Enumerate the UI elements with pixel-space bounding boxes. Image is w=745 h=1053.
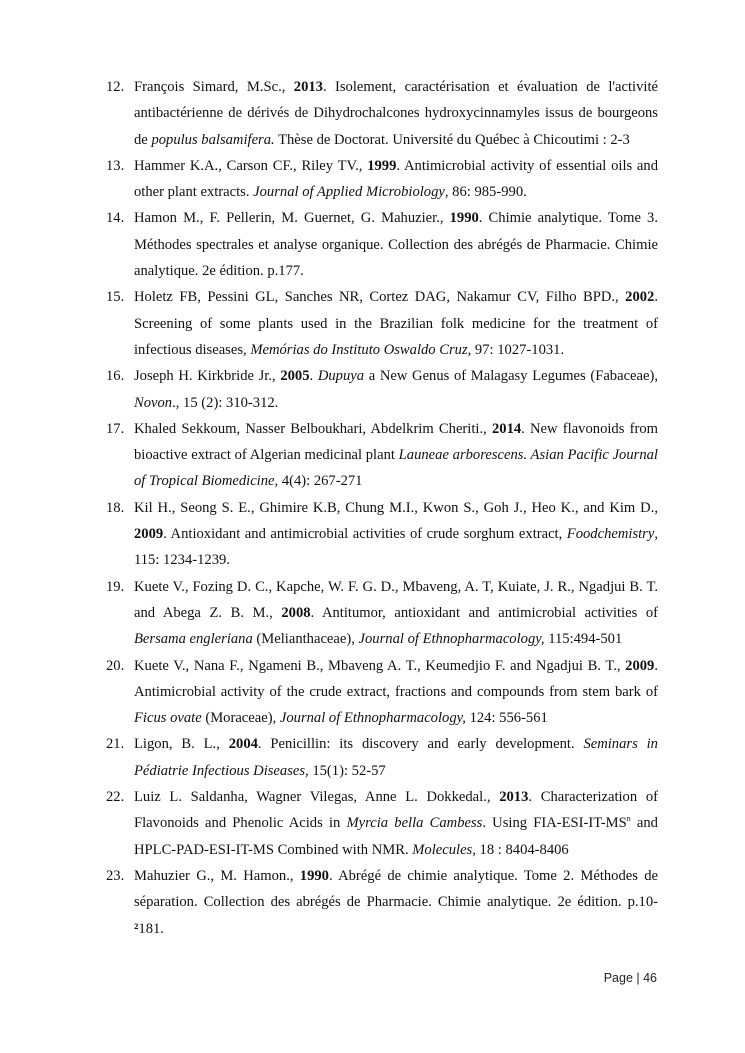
reference-text (134, 158, 658, 200)
reference-text-run: , 86: 985-990. (444, 184, 527, 201)
reference-year: ² (134, 920, 139, 937)
reference-text (134, 289, 658, 358)
reference-text-run: . New flavonoids from bioactive extract of Algerian medicinal plant (134, 420, 658, 464)
reference-year: 1990 (449, 210, 479, 227)
reference-item (106, 653, 658, 732)
reference-year: 2009 (134, 526, 164, 543)
reference-year: 2004 (228, 736, 258, 753)
reference-year: 2013 (293, 79, 323, 95)
reference-number: 18. (106, 499, 125, 516)
reference-text (134, 79, 658, 148)
reference-italic-text: Foodchemistry (566, 526, 655, 543)
reference-item (106, 153, 658, 206)
reference-text-run: . Chimie analytique. Tome 3. Méthodes spectrales et analyse organique. Collection des abrégés de Pharmacie. Chimie analytique. 2e édition. p.177. (134, 210, 658, 280)
reference-text-run: . Isolement, caractérisation et évaluation de l'activité antibactérienne de dérivés de Dihydrochalcones hydroxycinnamyles issus de bourgeons de (134, 79, 658, 148)
reference-text-run: . Characterization of Flavonoids and Phenolic Acids in (134, 789, 659, 832)
reference-italic-text: Journal of Ethnopharmacology, (279, 710, 466, 727)
reference-italic-text: populus balsamifera. (151, 131, 275, 148)
reference-year: 2009 (625, 657, 655, 674)
reference-text-run: . Screening of some plants used in the Brazilian folk medicine for the treatment of infectious diseases, (134, 289, 658, 358)
reference-text-run: , 115: 1234-1239. (134, 526, 658, 569)
reference-text-run: 181. (138, 920, 164, 937)
reference-number: 16. (106, 368, 125, 385)
reference-text-run: ., 15 (2): 310-312. (172, 394, 279, 411)
reference-year: 2005 (280, 368, 310, 385)
reference-text (134, 868, 658, 937)
reference-year: 1990 (299, 867, 329, 884)
reference-italic-text: Ficus ovate (134, 710, 202, 727)
reference-number: 21. (106, 736, 125, 753)
superscript-text: n (626, 814, 631, 824)
reference-year: 1999 (367, 157, 397, 174)
reference-number: 22. (106, 789, 125, 806)
reference-text (134, 658, 658, 727)
reference-year: 2014 (491, 420, 522, 437)
reference-italic-text: Launeae arborescens. Asian Pacific Journal of Tropical Biomedicine (134, 447, 658, 490)
reference-number: 12. (106, 79, 125, 95)
reference-year: 2008 (281, 604, 311, 621)
reference-number: 17. (106, 420, 125, 437)
reference-text (134, 368, 658, 410)
reference-text-run: Kuete V., Nana F., Ngameni B., Mbaveng A. T., Keumedjio F. and Ngadjui B. T., (134, 657, 626, 674)
reference-item (106, 284, 658, 363)
reference-italic-text: Seminars in Pédiatrie Infectious Diseases, (134, 736, 658, 779)
reference-text (134, 210, 658, 279)
reference-text-run: Mahuzier G., M. Hamon., (134, 867, 300, 884)
reference-text (134, 736, 658, 778)
reference-text-run: , 18 : 8404-8406 (472, 841, 569, 858)
reference-year: 2002 (625, 289, 655, 306)
reference-text-run: Khaled Sekkoum, Nasser Belboukhari, Abdelkrim Cheriti., (134, 420, 492, 437)
reference-text-run: (Melianthaceae), (252, 631, 359, 648)
reference-item (106, 495, 658, 574)
reference-text (134, 789, 658, 858)
reference-text-run: and HPLC-PAD-ESI-IT-MS Combined with NMR. (134, 815, 658, 858)
reference-italic-text: Myrcia bella Cambess (346, 815, 483, 832)
reference-text-run: 97: 1027-1031. (471, 341, 565, 358)
reference-text (134, 421, 658, 490)
reference-item (106, 74, 658, 153)
reference-item (106, 863, 658, 942)
reference-text-run: 115:494-501 (544, 631, 623, 648)
reference-text-run: . Antimicrobial activity of the crude extract, fractions and compounds from stem bark of (134, 657, 658, 700)
reference-italic-text: Memórias do Instituto Oswaldo Cruz, (250, 341, 472, 358)
reference-item (106, 416, 658, 495)
reference-italic-text: Journal of Ethnopharmacology, (358, 631, 545, 648)
reference-number: 23. (106, 867, 125, 884)
reference-text-run: a New Genus of Malagasy Legumes (Fabaceae), (364, 368, 658, 385)
reference-number: 13. (106, 157, 125, 174)
reference-text (134, 500, 658, 569)
reference-number: 14. (106, 210, 125, 227)
reference-text-run: , 4(4): 267-271 (274, 473, 363, 490)
reference-italic-text: Novon (134, 394, 173, 411)
reference-text-run: Joseph H. Kirkbride Jr., (134, 368, 281, 385)
reference-text-run: Ligon, B. L., (134, 736, 229, 753)
reference-italic-text: Molecules (412, 841, 473, 858)
reference-list (106, 74, 658, 942)
reference-text-run: François Simard, M.Sc., (134, 79, 294, 95)
page-footer: Page | 46 (603, 971, 657, 985)
reference-text-run: Kuete V., Fozing D. C., Kapche, W. F. G. D., Mbaveng, A. T, Kuiate, J. R., Ngadjui B. T. and Abega Z. B. M., (134, 578, 658, 621)
reference-text-run: . Penicillin: its discovery and early development. (257, 736, 584, 753)
reference-item (106, 574, 658, 653)
reference-item (106, 205, 658, 284)
reference-number: 19. (106, 578, 125, 595)
reference-year: 2013 (499, 789, 529, 806)
reference-italic-text: Journal of Applied Microbiology (253, 184, 445, 201)
reference-item (106, 363, 658, 416)
reference-italic-text: Dupuya (317, 368, 365, 385)
reference-item (106, 784, 658, 863)
reference-text-run: . Antitumor, antioxidant and antimicrobial activities of (310, 604, 658, 621)
reference-text-run: . Antimicrobial activity of essential oils and other plant extracts. (134, 157, 659, 201)
reference-text-run: . Antioxidant and antimicrobial activities of crude sorghum extract, (163, 526, 567, 543)
reference-text-run: Thèse de Doctorat. Université du Québec à Chicoutimi : 2-3 (274, 131, 630, 148)
reference-text-run: Hammer K.A., Carson CF., Riley TV., (134, 157, 368, 174)
reference-italic-text: Bersama engleriana (134, 631, 253, 648)
reference-text-run: . Abrégé de chimie analytique. Tome 2. Méthodes de séparation. Collection des abrégés de Pharmacie. Chimie analytique. 2e édition. p.10- (134, 867, 658, 911)
reference-text-run: Holetz FB, Pessini GL, Sanches NR, Cortez DAG, Nakamur CV, Filho BPD., (134, 289, 626, 306)
reference-number: 15. (106, 289, 125, 306)
reference-text-run: Luiz L. Saldanha, Wagner Vilegas, Anne L. Dokkedal., (134, 789, 500, 806)
reference-text (134, 579, 658, 648)
reference-text-run: 124: 556-561 (465, 710, 548, 727)
reference-text-run: . (309, 368, 318, 385)
reference-text-run: Hamon M., F. Pellerin, M. Guernet, G. Mahuzier., (134, 210, 450, 227)
reference-text-run: Kil H., Seong S. E., Ghimire K.B, Chung M.I., Kwon S., Goh J., Heo K., and Kim D., (134, 499, 658, 516)
reference-item (106, 731, 658, 784)
reference-number: 20. (106, 657, 125, 674)
reference-text-run: 15(1): 52-57 (308, 762, 386, 779)
reference-text-run: . Using FIA-ESI-IT-MS (482, 815, 627, 832)
reference-text-run: (Moraceae), (201, 710, 280, 727)
